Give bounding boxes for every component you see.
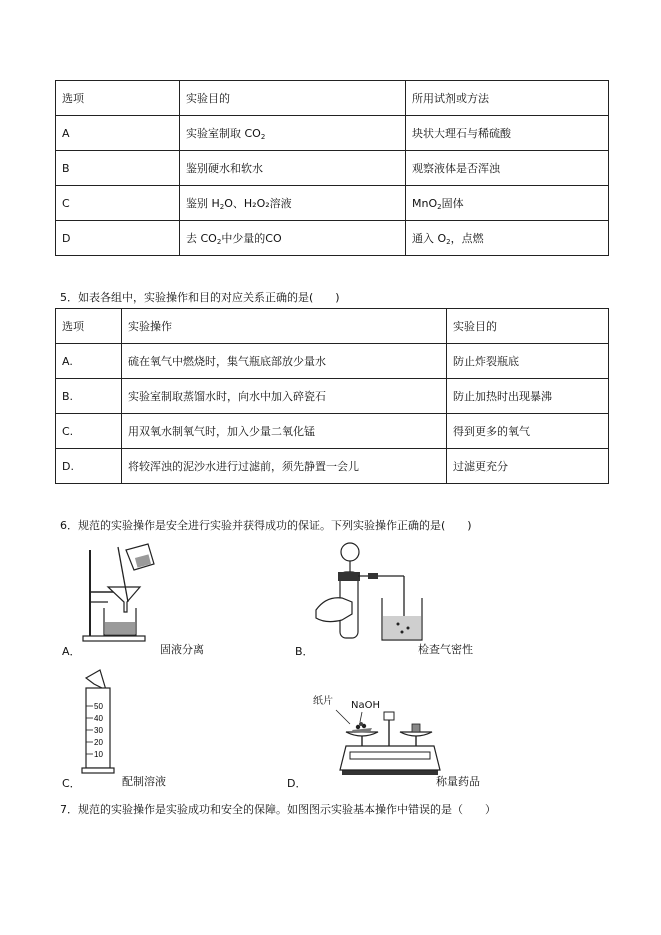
option-c-caption: 配制溶液: [122, 775, 166, 788]
operation-cell: 用双氧水制氧气时，加入少量二氧化锰: [122, 414, 447, 449]
purpose-cell: [180, 151, 406, 186]
text: ，点燃: [450, 232, 484, 245]
header-cell: 所用试剂或方法: [406, 81, 609, 116]
method-cell: [406, 221, 609, 256]
text: 鉴别硬水和软水: [186, 162, 263, 175]
table-row: [56, 221, 609, 256]
text: 中少量的CO: [221, 232, 282, 245]
option-c-letter: C．: [62, 777, 81, 790]
purpose-cell: [180, 116, 406, 151]
header-cell: 实验操作: [122, 309, 447, 344]
text: 鉴别 H: [186, 197, 220, 210]
subscript: 2: [446, 238, 451, 246]
table-row: [56, 186, 609, 221]
method-cell: [406, 186, 609, 221]
table-2: [55, 308, 609, 484]
cylinder-figure: [80, 668, 130, 776]
operation-cell: 将较浑浊的泥沙水进行过滤前，须先静置一会儿: [122, 449, 447, 484]
option-b-letter: B．: [295, 645, 314, 658]
table-row: [56, 414, 609, 449]
tick-label: 20: [94, 738, 103, 747]
subscript: 2: [216, 238, 222, 246]
question-5-stem: 5．如表各组中，实验操作和目的对应关系正确的是( ): [60, 291, 340, 304]
option-cell: C.: [56, 414, 122, 449]
table-row: [56, 116, 609, 151]
table-1-header: [56, 81, 609, 116]
tick-label: 30: [94, 726, 103, 735]
purpose-cell: 防止加热时出现暴沸: [447, 379, 609, 414]
text: 实验室制取 CO: [186, 127, 261, 140]
option-cell: A.: [56, 344, 122, 379]
header-cell: 选项: [56, 81, 180, 116]
purpose-cell: 得到更多的氧气: [447, 414, 609, 449]
airtightness-figure: [312, 540, 428, 644]
table-row: [56, 151, 609, 186]
purpose-cell: 防止炸裂瓶底: [447, 344, 609, 379]
table-2-header: [56, 309, 609, 344]
subscript: 2: [437, 203, 442, 211]
header-cell: 实验目的: [447, 309, 609, 344]
subscript: 2: [260, 133, 266, 141]
text: 固体: [441, 197, 464, 210]
purpose-cell: [180, 186, 406, 221]
paper-label: 纸片: [313, 696, 333, 707]
filtration-figure: [78, 542, 168, 642]
header-cell: 选项: [56, 309, 122, 344]
tick-label: 40: [94, 714, 103, 723]
question-6-stem: 6．规范的实验操作是安全进行实验并获得成功的保证。下列实验操作正确的是( ): [60, 519, 472, 532]
subscript: 2: [219, 203, 225, 211]
option-a-caption: 固液分离: [160, 643, 204, 656]
option-b-caption: 检查气密性: [418, 643, 473, 656]
option-a-letter: A．: [62, 645, 81, 658]
operation-cell: 硫在氧气中燃烧时，集气瓶底部放少量水: [122, 344, 447, 379]
option-cell: D: [56, 221, 180, 256]
operation-cell: 实验室制取蒸馏水时，向水中加入碎瓷石: [122, 379, 447, 414]
option-cell: A: [56, 116, 180, 151]
question-7-stem: 7．规范的实验操作是实验成功和安全的保障。如图图示实验基本操作中错误的是（ ）: [60, 803, 496, 816]
option-cell: B.: [56, 379, 122, 414]
naoh-label: NaOH: [351, 700, 380, 711]
text: 块状大理石与稀硫酸: [412, 127, 511, 140]
text: 观察液体是否浑浊: [412, 162, 500, 175]
balance-figure: [334, 704, 446, 776]
purpose-cell: [180, 221, 406, 256]
option-cell: B: [56, 151, 180, 186]
text: 去 CO: [186, 232, 217, 245]
table-row: [56, 344, 609, 379]
option-d-letter: D．: [287, 777, 307, 790]
table-1: [55, 80, 609, 256]
option-cell: C: [56, 186, 180, 221]
option-d-caption: 称量药品: [436, 775, 480, 788]
header-cell: 实验目的: [180, 81, 406, 116]
method-cell: [406, 116, 609, 151]
table-row: [56, 379, 609, 414]
option-cell: D.: [56, 449, 122, 484]
table-row: [56, 449, 609, 484]
text: O、H₂O₂溶液: [224, 197, 292, 210]
purpose-cell: 过滤更充分: [447, 449, 609, 484]
text: 通入 O: [412, 232, 447, 245]
method-cell: [406, 151, 609, 186]
tick-label: 50: [94, 702, 103, 711]
tick-label: 10: [94, 750, 103, 759]
text: MnO: [412, 197, 438, 210]
